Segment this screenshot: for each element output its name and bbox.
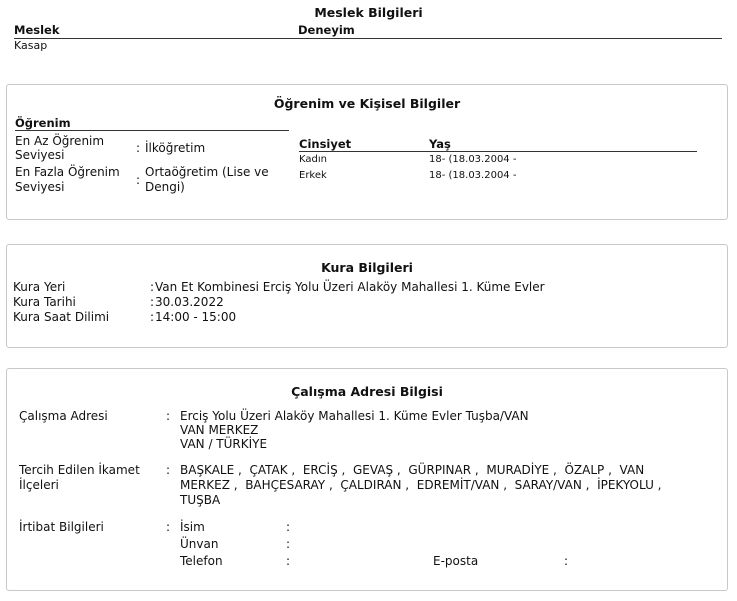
tercih-label-2: İlçeleri bbox=[19, 478, 59, 492]
isim-colon: : bbox=[286, 520, 291, 534]
kura-yeri-label: Kura Yeri bbox=[13, 280, 66, 294]
calisma-adres-line: VAN MERKEZ bbox=[180, 423, 259, 437]
meslek-title: Meslek Bilgileri bbox=[314, 5, 423, 20]
meslek-value: Kasap bbox=[14, 39, 48, 52]
tercih-colon: : bbox=[166, 463, 171, 477]
kura-colon: : bbox=[150, 280, 155, 294]
ogrenim-header: Öğrenim bbox=[15, 116, 71, 130]
meslek-col-header: Meslek bbox=[14, 23, 60, 37]
deneyim-col-header: Deneyim bbox=[298, 23, 355, 37]
cinsiyet-col-header: Cinsiyet bbox=[299, 137, 352, 151]
isim-label: İsim bbox=[180, 520, 205, 534]
calisma-card bbox=[6, 368, 728, 591]
ogrenim-header-rule bbox=[15, 130, 289, 131]
telefon-colon: : bbox=[286, 554, 291, 568]
telefon-label: Telefon bbox=[180, 554, 223, 568]
tercih-label-1: Tercih Edilen İkamet bbox=[19, 463, 140, 477]
cinsiyet-cell: Kadın bbox=[299, 154, 327, 165]
kura-yeri-value: Van Et Kombinesi Erciş Yolu Üzeri Alaköy Mahallesi 1. Küme Evler bbox=[155, 280, 545, 294]
meslek-header-rule bbox=[14, 38, 722, 39]
tercih-line: MERKEZ , BAHÇESARAY , ÇALDIRAN , EDREMİT/VAN , SARAY/VAN , İPEKYOLU , bbox=[180, 478, 662, 492]
max-ogrenim-colon: : bbox=[136, 173, 141, 187]
max-ogrenim-value-2: Dengi) bbox=[145, 180, 185, 194]
kura-colon: : bbox=[150, 295, 155, 309]
max-ogrenim-value-1: Ortaöğretim (Lise ve bbox=[145, 165, 269, 179]
kura-title: Kura Bilgileri bbox=[321, 260, 413, 275]
kura-tarihi-label: Kura Tarihi bbox=[13, 295, 76, 309]
min-ogrenim-value: İlköğretim bbox=[145, 141, 206, 155]
kura-card bbox=[6, 244, 728, 348]
calisma-adres-line: Erciş Yolu Üzeri Alaköy Mahallesi 1. Küme Evler Tuşba/VAN bbox=[180, 409, 529, 423]
kura-saat-label: Kura Saat Dilimi bbox=[13, 310, 110, 324]
min-ogrenim-label-1: En Az Öğrenim bbox=[15, 134, 105, 148]
ogrenim-title: Öğrenim ve Kişisel Bilgiler bbox=[273, 96, 461, 111]
meslek-section bbox=[0, 0, 737, 60]
yas-col-header: Yaş bbox=[429, 137, 451, 151]
max-ogrenim-label-1: En Fazla Öğrenim bbox=[15, 165, 120, 179]
yas-cell: 18- (18.03.2004 - bbox=[429, 170, 517, 181]
eposta-label: E-posta bbox=[433, 554, 479, 568]
calisma-adres-label: Çalışma Adresi bbox=[19, 409, 108, 423]
kisisel-header-rule bbox=[299, 151, 697, 152]
unvan-colon: : bbox=[286, 537, 291, 551]
eposta-colon: : bbox=[564, 554, 569, 568]
irtibat-label: İrtibat Bilgileri bbox=[19, 520, 104, 534]
kura-colon: : bbox=[150, 310, 155, 324]
calisma-adres-line: VAN / TÜRKİYE bbox=[180, 437, 268, 451]
tercih-line: TUŞBA bbox=[180, 493, 221, 507]
unvan-label: Ünvan bbox=[180, 537, 219, 551]
irtibat-colon: : bbox=[166, 520, 171, 534]
cinsiyet-cell: Erkek bbox=[299, 170, 327, 181]
ogrenim-card bbox=[6, 84, 728, 220]
min-ogrenim-colon: : bbox=[136, 141, 141, 155]
kura-saat-value: 14:00 - 15:00 bbox=[155, 310, 237, 324]
calisma-adres-colon: : bbox=[166, 409, 171, 423]
tercih-line: BAŞKALE , ÇATAK , ERCİŞ , GEVAŞ , GÜRPINAR , MURADİYE , ÖZALP , VAN bbox=[180, 463, 645, 477]
calisma-title: Çalışma Adresi Bilgisi bbox=[291, 384, 443, 399]
min-ogrenim-label-2: Seviyesi bbox=[15, 148, 65, 162]
kura-tarihi-value: 30.03.2022 bbox=[155, 295, 224, 309]
max-ogrenim-label-2: Seviyesi bbox=[15, 180, 65, 194]
yas-cell: 18- (18.03.2004 - bbox=[429, 154, 517, 165]
